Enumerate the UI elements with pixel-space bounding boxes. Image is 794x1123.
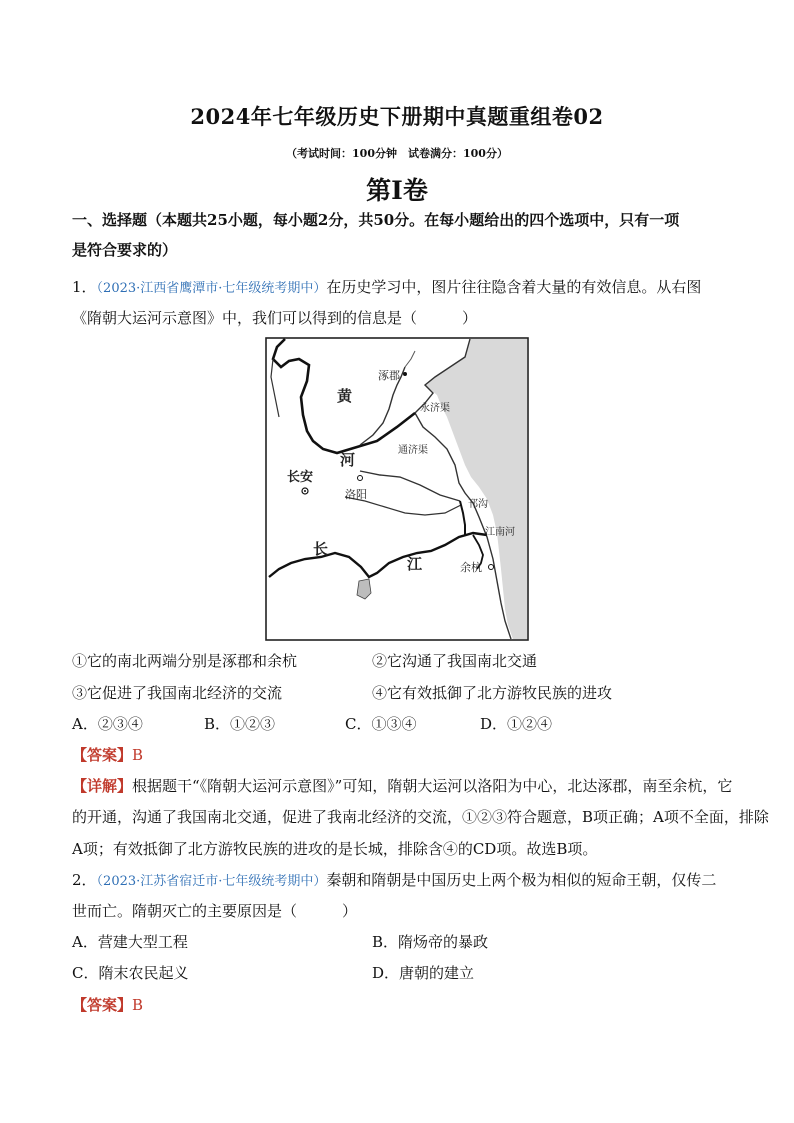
q1-answer-label: 【答案】 bbox=[72, 746, 133, 764]
q2-answer-label: 【答案】 bbox=[72, 996, 133, 1014]
yuhang-marker bbox=[489, 565, 494, 570]
label-hangou: 邗沟 bbox=[468, 499, 488, 510]
exam-info: （考试时间：100分钟 试卷满分：100分） bbox=[286, 147, 508, 160]
q1-detail-label: 【详解】 bbox=[72, 777, 133, 795]
q1-option-c: C．①③④ bbox=[345, 715, 417, 733]
q2-stem-line-1 bbox=[72, 869, 716, 893]
label-luoyang: 洛阳 bbox=[345, 488, 367, 501]
q2-option-c: C．隋末农民起义 bbox=[72, 964, 189, 982]
instructions-line-2: 是符合要求的） bbox=[72, 241, 178, 259]
q2-stem-line-2: 世而亡。隋朝灭亡的主要原因是（ ） bbox=[72, 902, 358, 920]
label-zhuojun: 涿郡 bbox=[378, 369, 400, 382]
q2-option-d: D．唐朝的建立 bbox=[372, 964, 475, 982]
q1-answer-value: B bbox=[132, 746, 144, 764]
q1-stem-line-1 bbox=[72, 276, 701, 300]
instructions-line-1: 一、选择题（本题共25小题，每小题2分，共50分。在每小题给出的四个选项中，只有一项 bbox=[72, 211, 680, 229]
grand-canal-map bbox=[265, 337, 529, 641]
q1-source: （2023·江西省鹰潭市·七年级统考期中） bbox=[96, 281, 327, 296]
q1-detail-text-1: 根据题干“《隋朝大运河示意图》”可知，隋朝大运河以洛阳为中心，北达涿郡，南至余杭，它 bbox=[132, 777, 733, 795]
label-yongjiqu: 永济渠 bbox=[420, 403, 450, 414]
luoyang-marker bbox=[358, 476, 363, 481]
label-chang: 长 bbox=[313, 540, 329, 558]
label-jiang: 江 bbox=[407, 555, 423, 573]
q1-detail-line-2: 的开通，沟通了我国南北交通，促进了我南北经济的交流，①②③符合题意，B项正确；A项不全面，排除 bbox=[72, 808, 769, 826]
label-changan: 长安 bbox=[287, 470, 314, 485]
q2-answer bbox=[72, 994, 143, 1016]
q1-stem-line-2: 《隋朝大运河示意图》中，我们可以得到的信息是（ ） bbox=[72, 309, 478, 327]
q2-stem-text-1: 秦朝和隋朝是中国历史上两个极为相似的短命王朝，仅传二 bbox=[326, 871, 717, 889]
q1-option-a: A．②③④ bbox=[72, 715, 143, 733]
zhuojun-marker bbox=[403, 372, 407, 376]
q1-detail-line-1 bbox=[72, 775, 732, 797]
section-heading: 第Ⅰ卷 bbox=[366, 176, 428, 205]
q2-option-b: B．隋炀帝的暴政 bbox=[372, 933, 489, 951]
q1-stem-text-1: 在历史学习中，图片往往隐含着大量的有效信息。从右图 bbox=[326, 278, 702, 296]
q1-statement-3: ③它促进了我国南北经济的交流 bbox=[72, 684, 283, 702]
paper-title: 2024年七年级历史下册期中真题重组卷02 bbox=[190, 104, 604, 129]
q1-statement-4: ④它有效抵御了北方游牧民族的进攻 bbox=[372, 684, 613, 702]
q1-statement-2: ②它沟通了我国南北交通 bbox=[372, 652, 538, 670]
q2-number: 2． bbox=[72, 871, 97, 889]
q1-option-d: D．①②④ bbox=[480, 715, 553, 733]
q2-option-a: A．营建大型工程 bbox=[72, 933, 188, 951]
q2-source: （2023·江苏省宿迁市·七年级统考期中） bbox=[96, 874, 327, 889]
label-jiangnanhe: 江南河 bbox=[485, 527, 515, 538]
q1-option-b: B．①②③ bbox=[204, 715, 276, 733]
q1-statement-1: ①它的南北两端分别是涿郡和余杭 bbox=[72, 652, 298, 670]
q1-number: 1． bbox=[72, 278, 97, 296]
label-he: 河 bbox=[340, 451, 356, 469]
label-huang: 黄 bbox=[337, 387, 353, 405]
q2-answer-value: B bbox=[132, 996, 144, 1014]
q1-answer bbox=[72, 744, 143, 766]
label-yuhang: 余杭 bbox=[460, 561, 482, 574]
q1-detail-line-3: A项；有效抵御了北方游牧民族的进攻的是长城，排除含④的CD项。故选B项。 bbox=[72, 840, 598, 858]
label-tongjiqu: 通济渠 bbox=[398, 445, 428, 456]
